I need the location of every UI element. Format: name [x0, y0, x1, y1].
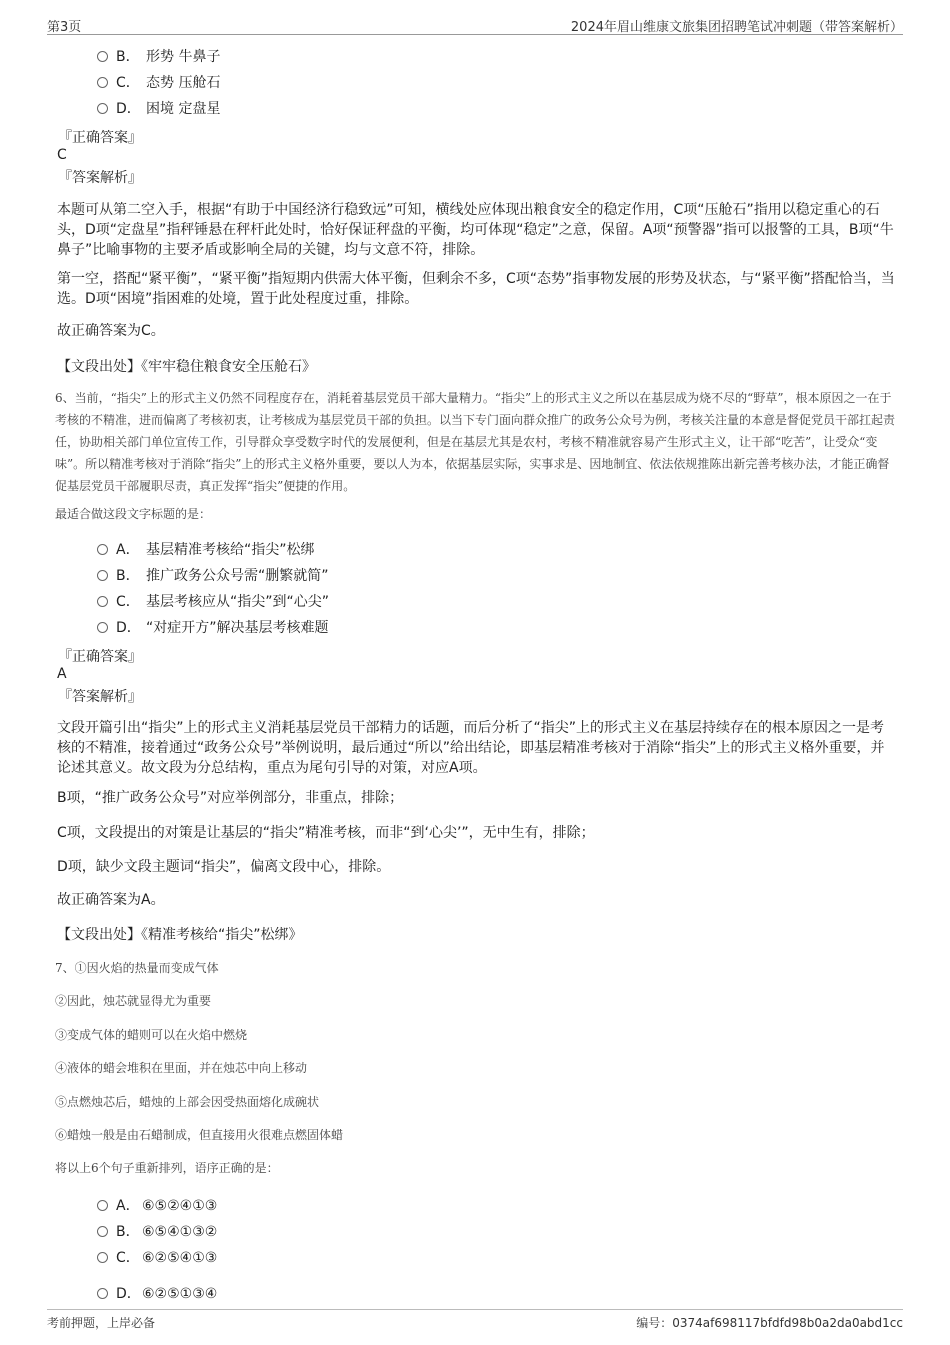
radio-icon[interactable] [97, 544, 108, 555]
q6-analysis-p2: B项，“推广政务公众号”对应举例部分，非重点，排除； [57, 790, 404, 806]
footer-divider [47, 1309, 903, 1310]
q7-option-c[interactable]: C． ⑥②⑤④①③ [97, 1248, 217, 1268]
q5-analysis-p1: 本题可从第二空入手，根据“有助于中国经济行稳致远”可知，横线处应体现出粮食安全的稳定作用，C项“压舱石”指用以稳定重心的石头，D项“定盘星”指秤锤悬在秤杆此处时，恰好保证秤盘的平衡，均可体现“稳定”之意，保留。A项“预警器”指可以报警的工具，B项“牛鼻子”比喻事物的主要矛盾或影响全局的关键，均与文意不符，排除。 [57, 202, 894, 258]
footer-slogan: 考前押题，上岸必备 [47, 1316, 156, 1330]
radio-icon[interactable] [97, 570, 108, 581]
q6-answer-tag: 『正确答案』 [58, 649, 142, 665]
q5-source: 【文段出处】《牢牢稳住粮食安全压舱石》 [57, 359, 316, 375]
q6-analysis-p4: D项，缺少文段主题词“指尖”，偏离文段中心，排除。 [57, 859, 391, 875]
q7-sentence-6: ⑥蜡烛一般是由石蜡制成，但直接用火很难点燃固体蜡 [55, 1128, 344, 1142]
radio-icon[interactable] [97, 622, 108, 633]
q7-prompt: 将以上6个句子重新排列，语序正确的是： [55, 1161, 279, 1175]
radio-icon[interactable] [97, 1200, 108, 1211]
q5-option-c[interactable]: C． 态势 压舱石 [97, 73, 220, 93]
q5-answer-tag: 『正确答案』 [58, 130, 142, 146]
q6-analysis-p3: C项，文段提出的对策是让基层的“指尖”精准考核，而非“到‘心尖’”，无中生有，排除； [57, 825, 595, 841]
q6-source: 【文段出处】《精准考核给“指尖”松绑》 [57, 927, 303, 943]
document-title: 2024年眉山维康文旅集团招聘笔试冲刺题（带答案解析） [570, 20, 903, 35]
radio-icon[interactable] [97, 51, 108, 62]
q6-option-b[interactable]: B． 推广政务公众号需“删繁就简” [97, 566, 329, 586]
q5-analysis-p3: 故正确答案为C。 [57, 323, 165, 339]
q6-answer: A [57, 666, 67, 682]
q7-sentence-5: ⑤点燃烛芯后，蜡烛的上部会因受热面熔化成碗状 [55, 1095, 320, 1109]
q5-option-b[interactable]: B． 形势 牛鼻子 [97, 47, 220, 67]
q7-option-a[interactable]: A． ⑥⑤②④①③ [97, 1196, 217, 1216]
q7-sentence-2: ②因此，烛芯就显得尤为重要 [55, 994, 212, 1008]
header-divider [47, 34, 903, 35]
q7-sentence-1: 7、①因火焰的热量而变成气体 [55, 961, 219, 975]
q6-analysis-p5: 故正确答案为A。 [57, 892, 165, 908]
q6-analysis-tag: 『答案解析』 [58, 689, 142, 705]
q6-analysis-p1: 文段开篇引出“指尖”上的形式主义消耗基层党员干部精力的话题，而后分析了“指尖”上的形式主义在基层持续存在的根本原因之一是考核的不精准，接着通过“政务公众号”举例说明，最后通过“所以”给出结论，即基层精准考核对于消除“指尖”上的形式主义格外重要，并论述其意义。故文段为分总结构，重点为尾句引导的对策，对应A项。 [57, 720, 885, 776]
q5-analysis-p2: 第一空，搭配“紧平衡”，“紧平衡”指短期内供需大体平衡，但剩余不多，C项“态势”指事物发展的形势及状态，与“紧平衡”搭配恰当，当选。D项“困境”指困难的处境，置于此处程度过重，排除。 [57, 271, 895, 307]
q7-sentence-4: ④液体的蜡会堆积在里面，并在烛芯中向上移动 [55, 1061, 308, 1075]
page-number: 第3页 [47, 20, 82, 35]
q6-option-d[interactable]: D． “对症开方”解决基层考核难题 [97, 618, 329, 638]
radio-icon[interactable] [97, 1226, 108, 1237]
q6-option-a[interactable]: A． 基层精准考核给“指尖”松绑 [97, 540, 315, 560]
q6-prompt: 最适合做这段文字标题的是： [55, 507, 212, 521]
radio-icon[interactable] [97, 1288, 108, 1299]
radio-icon[interactable] [97, 103, 108, 114]
q6-option-c[interactable]: C． 基层考核应从“指尖”到“心尖” [97, 592, 329, 612]
q7-sentence-3: ③变成气体的蜡则可以在火焰中燃烧 [55, 1028, 248, 1042]
q5-option-d[interactable]: D． 困境 定盘星 [97, 99, 220, 119]
radio-icon[interactable] [97, 1252, 108, 1263]
q7-option-d[interactable]: D．⑥②⑤①③④ [97, 1284, 217, 1304]
q7-option-b[interactable]: B． ⑥⑤④①③② [97, 1222, 217, 1242]
q5-analysis-tag: 『答案解析』 [58, 170, 142, 186]
radio-icon[interactable] [97, 596, 108, 607]
radio-icon[interactable] [97, 77, 108, 88]
q6-question: 6、当前，“指尖”上的形式主义仍然不同程度存在，消耗着基层党员干部大量精力。“指尖”上的形式主义之所以在基层成为烧不尽的“野草”，根本原因之一在于考核的不精准，进而偏离了考核初衷，让考核成为基层党员干部的负担。以当下专门面向群众推广的政务公众号为例，考核关注量的本意是督促党员干部扛起责任，协助相关部门单位宣传工作，引导群众享受数字时代的发展便利，但是在基层尤其是农村，考核不精准就容易产生形式主义，让干部“吃苦”，让受众“变味”。所以精准考核对于消除“指尖”上的形式主义格外重要，要以人为本，依据基层实际，实事求是、因地制宜、依法依规推陈出新完善考核办法，才能正确督促基层党员干部履职尽责，真正发挥“指尖”便捷的作用。 [55, 391, 896, 493]
footer-code: 编号：0374af698117bfdfd98b0a2da0abd1cc [636, 1316, 903, 1330]
q5-answer: C [57, 147, 67, 163]
